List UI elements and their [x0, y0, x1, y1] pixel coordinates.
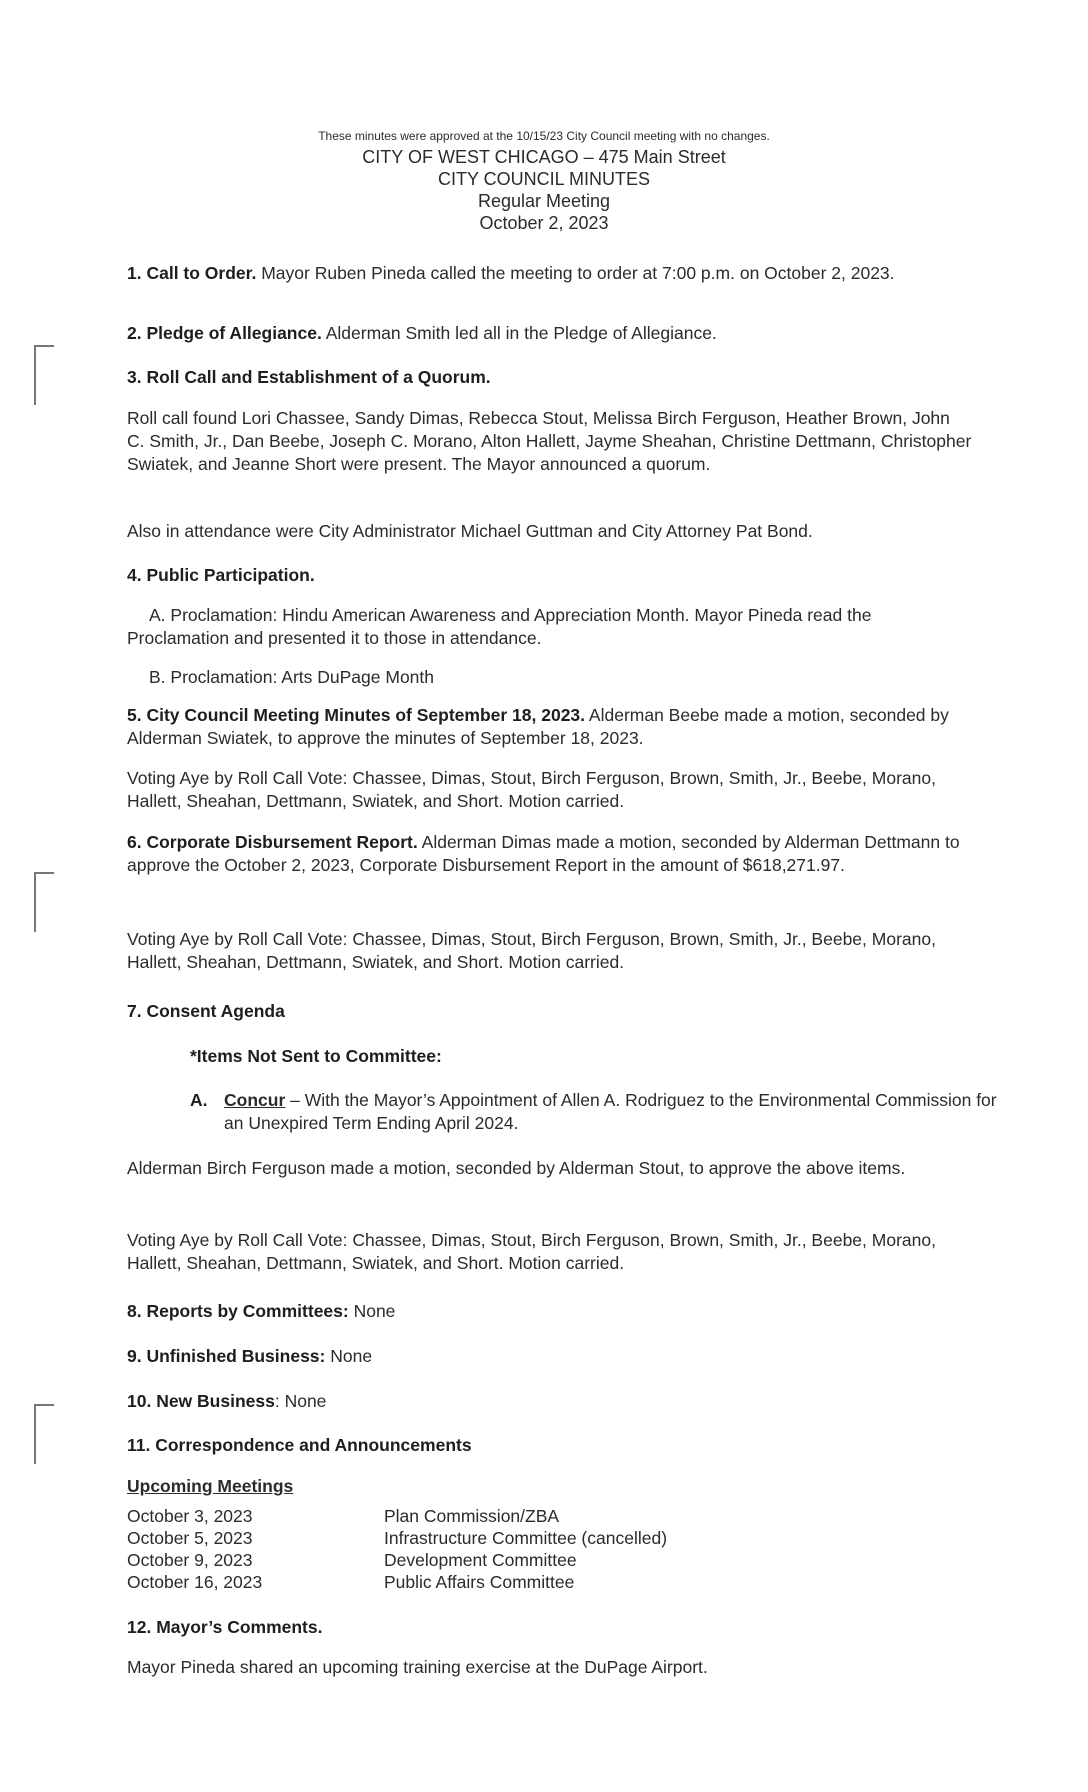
meeting-committee: Public Affairs Committee: [384, 1572, 575, 1592]
meeting-date: October 3, 2023: [127, 1506, 253, 1526]
section-text: Alderman Smith led all in the Pledge of Allegiance.: [321, 323, 717, 343]
consent-motion: Alderman Birch Ferguson made a motion, seconded by Alderman Stout, to approve the above items.: [127, 1158, 906, 1178]
meeting-committee: Infrastructure Committee (cancelled): [384, 1528, 668, 1548]
section-heading: 4. Public Participation.: [127, 565, 315, 585]
section-text: Mayor Ruben Pineda called the meeting to order at 7:00 p.m. on October 2, 2023.: [256, 263, 895, 283]
meeting-type: Regular Meeting: [477, 191, 611, 211]
upcoming-meetings-label: Upcoming Meetings: [127, 1476, 294, 1496]
section-minutes-approval: [127, 704, 972, 750]
section-text: None: [348, 1301, 396, 1321]
item-letter: A.: [190, 1090, 208, 1110]
scan-margin-mark: [34, 1404, 54, 1464]
section-heading: 11. Correspondence and Announcements: [127, 1435, 472, 1455]
section-heading: 1. Call to Order.: [127, 263, 257, 283]
section-text: None: [325, 1346, 373, 1366]
mayors-comments-text: Mayor Pineda shared an upcoming training exercise at the DuPage Airport.: [127, 1657, 708, 1677]
section-unfinished-business: [127, 1345, 972, 1368]
meeting-date: October 5, 2023: [127, 1528, 253, 1548]
document-header: [0, 128, 1088, 234]
meeting-date: October 16, 2023: [127, 1572, 263, 1592]
section-mayors-comments: [127, 1616, 972, 1639]
section-text: Alderman Beebe made a motion, seconded by Alderman Swiatek, to approve the minutes of September 18, 2023.: [127, 705, 949, 748]
section-heading: 3. Roll Call and Establishment of a Quorum.: [127, 367, 491, 387]
section-consent-agenda: [127, 1000, 972, 1023]
section-heading: 8. Reports by Committees:: [127, 1301, 349, 1321]
city-address: CITY OF WEST CHICAGO – 475 Main Street: [362, 147, 726, 167]
upcoming-meetings-heading: [127, 1475, 972, 1498]
section-heading: 9. Unfinished Business:: [127, 1346, 326, 1366]
section-heading: 2. Pledge of Allegiance.: [127, 323, 322, 343]
section-heading: 6. Corporate Disbursement Report.: [127, 832, 418, 852]
section-call-to-order: [127, 262, 972, 285]
roll-call-vote: Voting Aye by Roll Call Vote: Chassee, Dimas, Stout, Birch Ferguson, Brown, Smith, Jr., Beebe, Morano, Hallett, Sheahan, Dettmann, Swiatek, and Short. Motion carried.: [127, 929, 936, 972]
document-title: CITY COUNCIL MINUTES: [437, 169, 651, 189]
section-new-business: [127, 1390, 972, 1413]
roll-call-paragraph: Roll call found Lori Chassee, Sandy Dimas, Rebecca Stout, Melissa Birch Ferguson, Heather Brown, John C. Smith, Jr., Dan Beebe, Joseph C. Morano, Alton Hallett, Jayme Sheahan, Christine Dettmann, Christopher Swiatek, and Jeanne Short were present. The Mayor announced a quorum.: [127, 408, 972, 474]
meeting-date: October 2, 2023: [479, 213, 609, 233]
section-heading: 5. City Council Meeting Minutes of September 18, 2023.: [127, 705, 586, 725]
meeting-committee: Plan Commission/ZBA: [384, 1506, 560, 1526]
scan-margin-mark: [34, 345, 54, 405]
section-committee-reports: [127, 1300, 972, 1323]
section-heading: 7. Consent Agenda: [127, 1001, 285, 1021]
proclamation-a: A. Proclamation: Hindu American Awareness and Appreciation Month. Mayor Pineda read the Proclamation and presented it to those in attendance.: [127, 605, 872, 648]
section-heading: 10. New Business: [127, 1391, 275, 1411]
item-text: – With the Mayor’s Appointment of Allen A. Rodriguez to the Environmental Commission for an Unexpired Term Ending April 2024.: [224, 1090, 997, 1133]
approval-note: These minutes were approved at the 10/15/23 City Council meeting with no changes.: [318, 129, 770, 143]
section-text: : None: [274, 1391, 327, 1411]
scan-margin-mark: [34, 872, 54, 932]
item-keyword: Concur: [224, 1090, 286, 1110]
section-disbursement-report: [127, 831, 972, 877]
consent-item-a: [190, 1089, 1004, 1135]
section-correspondence: [127, 1434, 972, 1457]
section-roll-call-heading: [127, 366, 972, 389]
proclamation-b: B. Proclamation: Arts DuPage Month: [149, 667, 434, 687]
section-public-participation: [127, 564, 972, 587]
section-heading: 12. Mayor’s Comments.: [127, 1617, 323, 1637]
roll-call-vote: Voting Aye by Roll Call Vote: Chassee, Dimas, Stout, Birch Ferguson, Brown, Smith, Jr., Beebe, Morano, Hallett, Sheahan, Dettmann, Swiatek, and Short. Motion carried.: [127, 1230, 936, 1273]
subheading-text: *Items Not Sent to Committee:: [190, 1046, 442, 1066]
consent-subheading: [127, 1045, 972, 1068]
roll-call-vote: Voting Aye by Roll Call Vote: Chassee, Dimas, Stout, Birch Ferguson, Brown, Smith, Jr., Beebe, Morano, Hallett, Sheahan, Dettmann, Swiatek, and Short. Motion carried.: [127, 768, 936, 811]
section-text: Alderman Dimas made a motion, seconded by Alderman Dettmann to approve the October 2, 2023, Corporate Disbursement Report in the amount of $618,271.97.: [127, 832, 960, 875]
attendance-paragraph: Also in attendance were City Administrator Michael Guttman and City Attorney Pat Bond.: [127, 521, 813, 541]
meeting-committee: Development Committee: [384, 1550, 577, 1570]
meeting-date: October 9, 2023: [127, 1550, 253, 1570]
section-pledge: [127, 322, 972, 345]
